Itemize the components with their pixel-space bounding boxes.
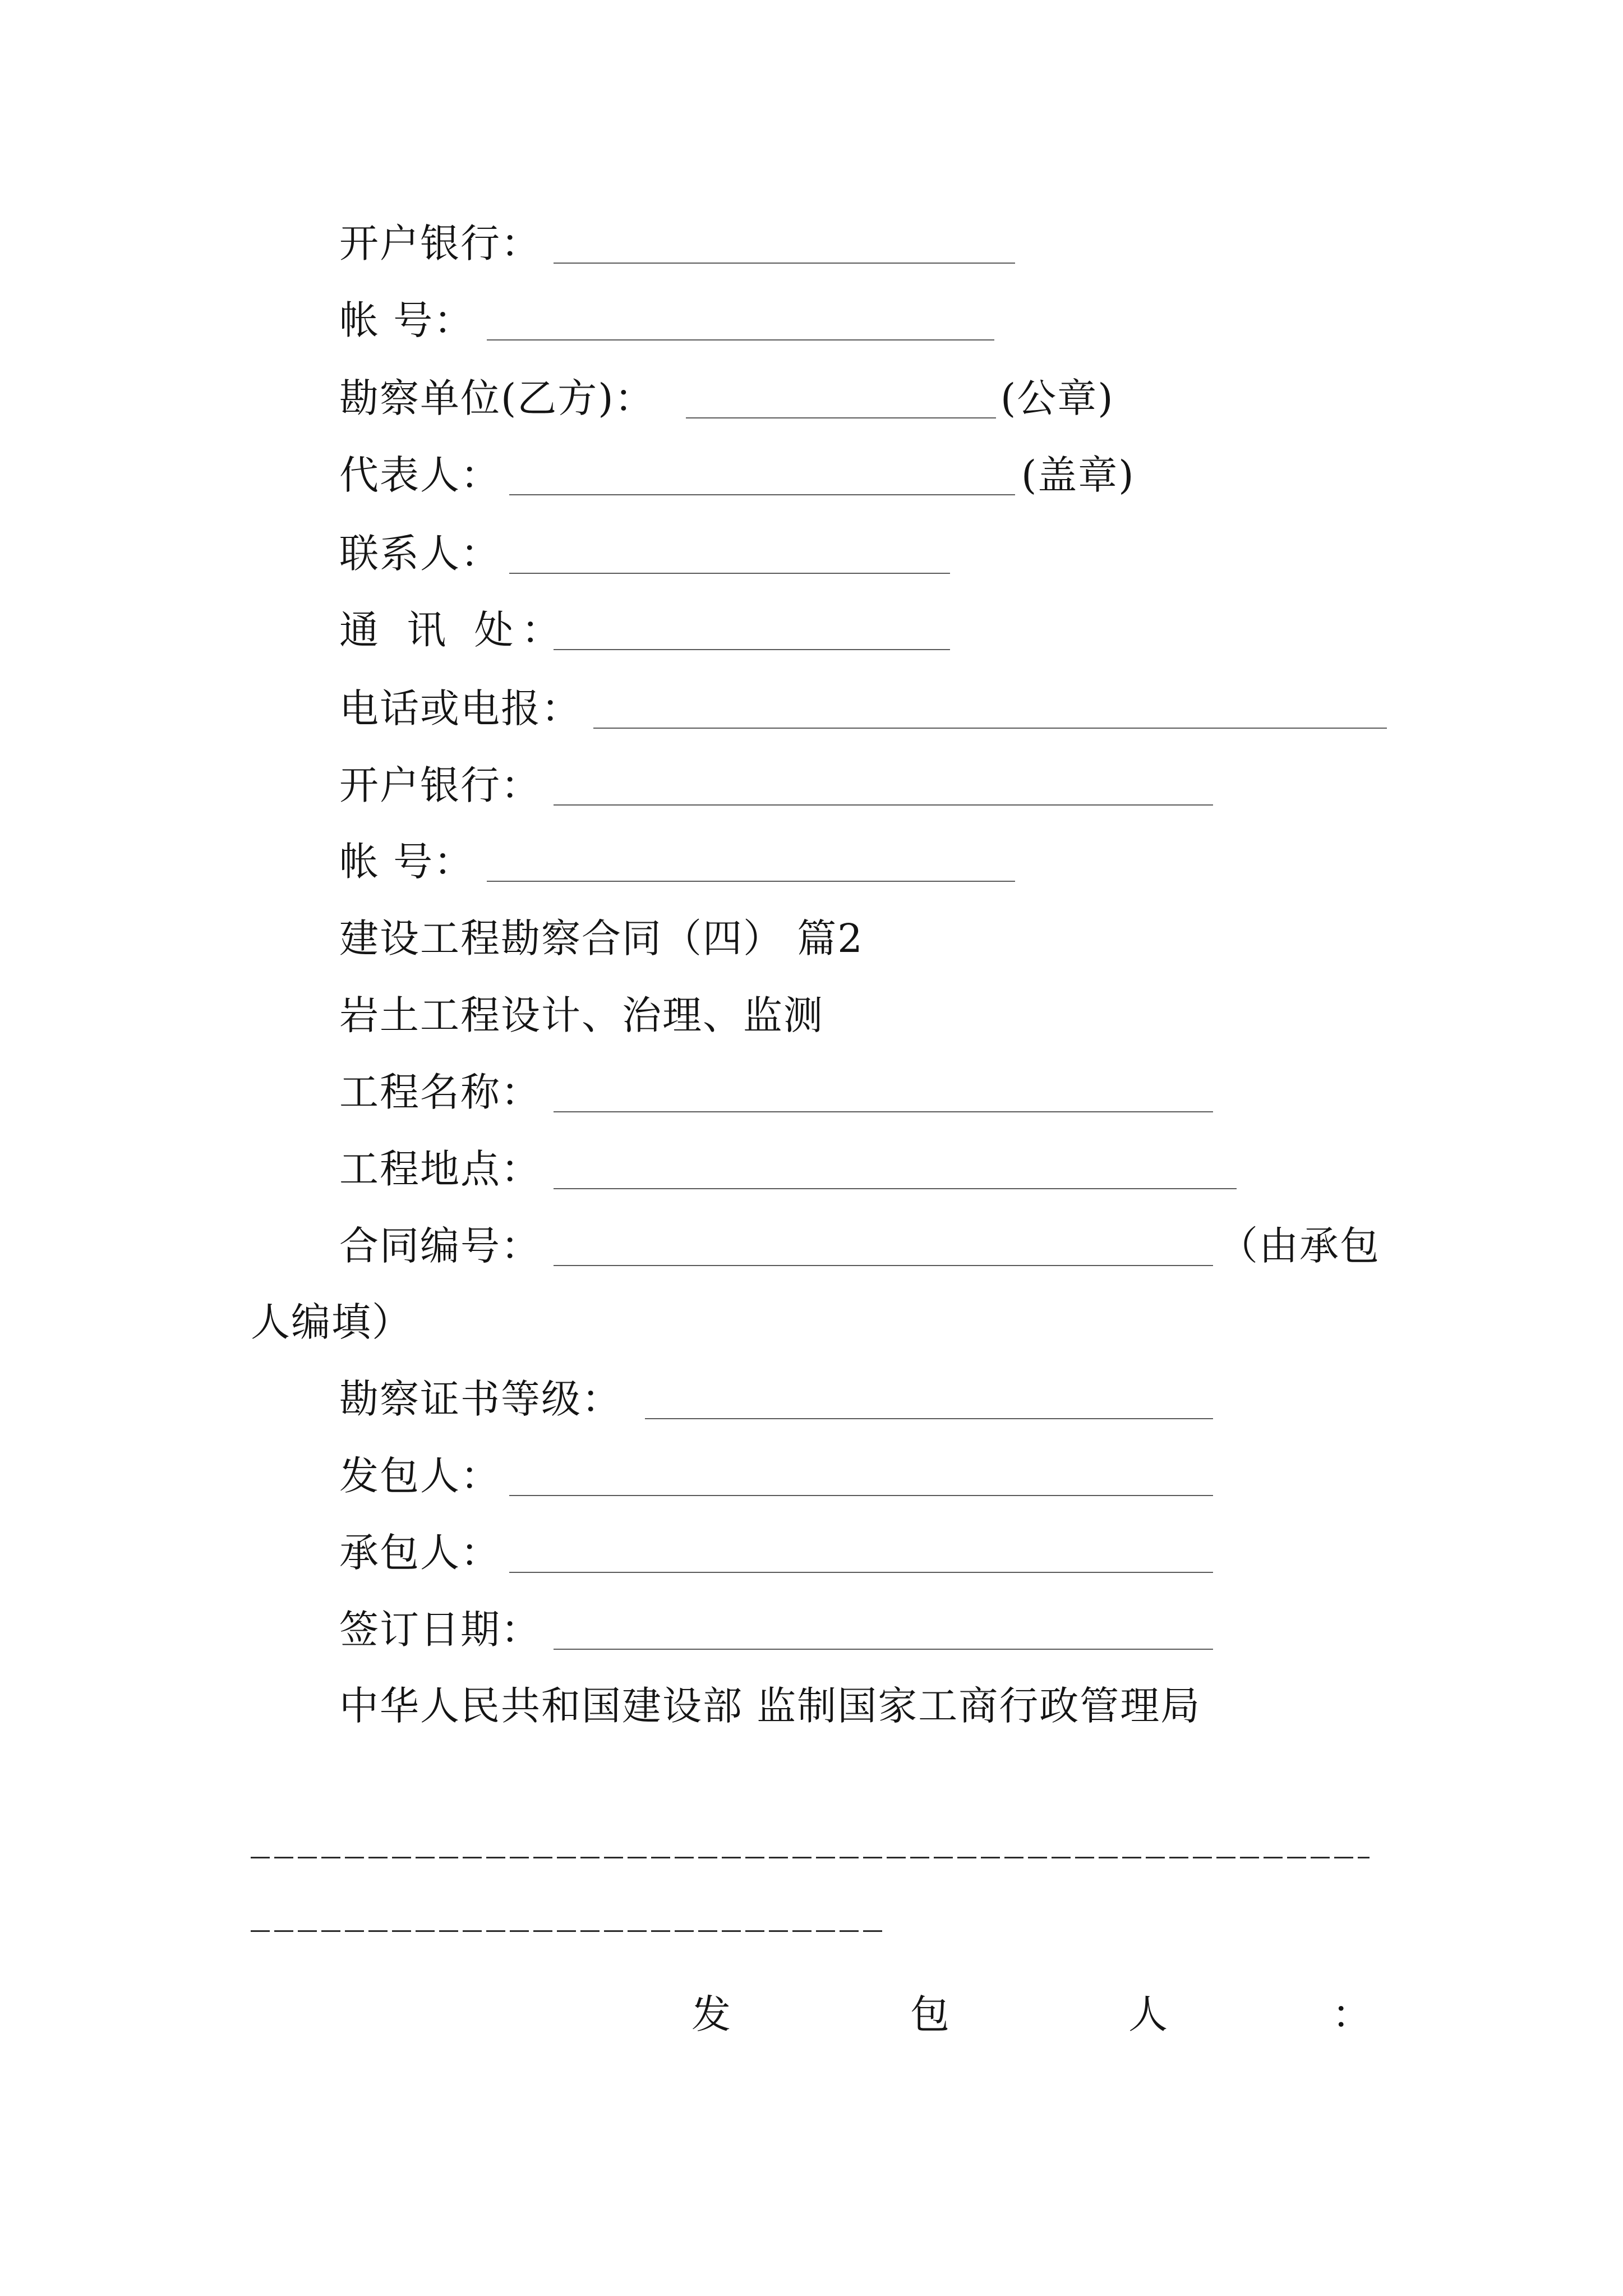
blank-line-account (487, 339, 994, 341)
field-label-employer: 发包人： (339, 1453, 501, 1499)
blank-line-contract-number (554, 1265, 1213, 1266)
seal-note-stamp: (盖章) (1021, 452, 1135, 498)
field-label-signing-date: 签订日期： (339, 1607, 541, 1653)
section-title: 建设工程勘察合同（四） 篇2 (339, 915, 864, 961)
field-label-account: 帐 号： (339, 297, 474, 343)
footer-label-char: ： (1332, 1991, 1371, 2037)
field-label-contractor: 承包人： (339, 1530, 501, 1576)
issuer-line: 中华人民共和国建设部 监制国家工商行政管理局 (339, 1683, 1201, 1729)
field-label-project-name: 工程名称： (339, 1069, 541, 1115)
contract-number-note: （由承包 (1219, 1223, 1380, 1269)
seal-note-official: (公章) (1000, 375, 1114, 421)
blank-line-contractor (509, 1572, 1213, 1573)
blank-line-project-location (554, 1188, 1237, 1189)
field-label-survey-unit: 勘察单位(乙方)： (339, 375, 655, 421)
field-label-account-2: 帐 号： (339, 839, 474, 885)
blank-line-project-name (554, 1111, 1213, 1112)
field-label-project-location: 工程地点： (339, 1146, 541, 1192)
blank-line-certificate-grade (645, 1418, 1213, 1419)
field-label-contract-number: 合同编号： (339, 1223, 541, 1269)
contract-number-note-continued: 人编填） (251, 1299, 412, 1345)
blank-line-representative (509, 494, 1015, 495)
blank-line-survey-unit (686, 417, 996, 418)
blank-line-bank (554, 263, 1015, 264)
footer-label-char: 人 (1128, 1991, 1168, 2037)
separator-line (251, 1857, 1370, 1858)
blank-line-account-2 (487, 881, 1015, 882)
field-label-contact: 联系人： (339, 531, 501, 577)
field-label-phone: 电话或电报： (339, 685, 582, 731)
field-label-bank: 开户银行： (339, 220, 541, 266)
blank-line-signing-date (554, 1649, 1213, 1650)
footer-label-char: 发 (691, 1991, 731, 2037)
blank-line-employer (509, 1495, 1213, 1496)
blank-line-bank-2 (554, 804, 1213, 806)
blank-line-contact (509, 573, 950, 574)
field-label-representative: 代表人： (339, 452, 501, 498)
separator-line (251, 1930, 882, 1932)
blank-line-address (554, 649, 950, 650)
field-label-address: 通 讯 处： (339, 607, 569, 653)
blank-line-phone (593, 728, 1387, 729)
field-label-bank-2: 开户银行： (339, 762, 541, 808)
footer-label-char: 包 (910, 1991, 949, 2037)
section-subtitle: 岩土工程设计、治理、监测 (339, 992, 824, 1038)
field-label-certificate-grade: 勘察证书等级： (339, 1376, 622, 1422)
